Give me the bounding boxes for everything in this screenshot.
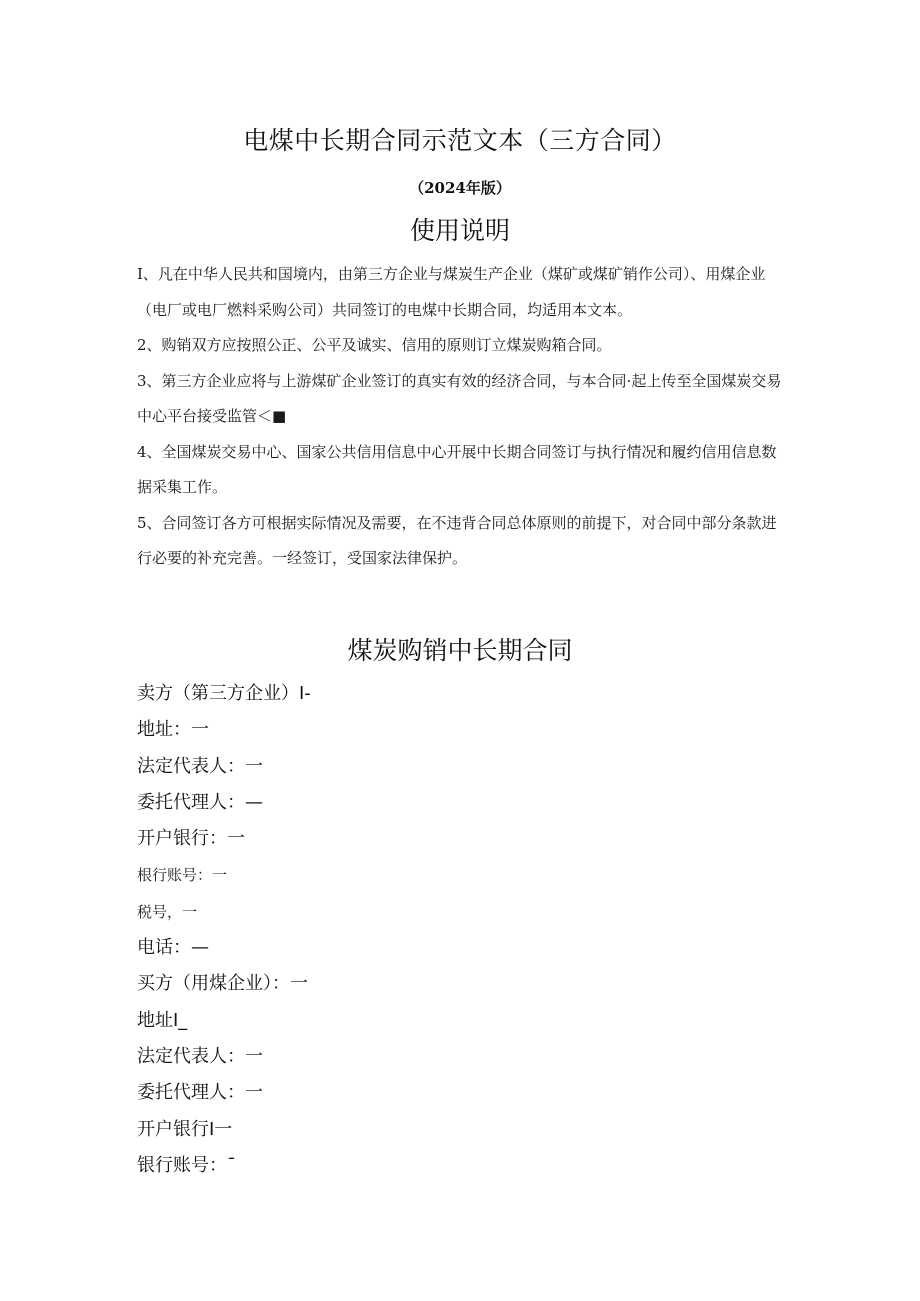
usage-note-3: 3、第三方企业应将与上游煤矿企业签订的真实有效的经济合同，与本合同·起上传至全国煤炭交易中心平台接受监管＜■	[137, 371, 782, 425]
seller-legal-rep-field: 法定代表人：一	[137, 755, 263, 777]
seller-tax-id-field: 税号，一	[137, 902, 198, 921]
seller-bank-field: 开户银行：一	[137, 828, 245, 850]
buyer-account-field: 银行账号：¯	[137, 1154, 236, 1176]
document-title: 电煤中长期合同示范文本（三方合同）	[243, 126, 677, 155]
buyer-address-field: 地址I_	[137, 1009, 188, 1031]
usage-instructions-heading: 使用说明	[409, 216, 510, 245]
usage-note-4: 4、全国煤炭交易中心、国家公共信用信息中心开展中长期合同签订与执行情况和履约信用信息数据采集工作。	[137, 442, 777, 496]
seller-phone-field: 电话：—	[137, 937, 209, 959]
buyer-agent-field: 委托代理人：一	[137, 1082, 263, 1104]
seller-agent-field: 委托代理人：—	[137, 791, 263, 813]
usage-note-2: 2、购销双方应按照公正、公平及诚实、信用的原则订立煤炭购箱合同。	[137, 336, 612, 354]
party-fields	[137, 676, 737, 1184]
contract-heading: 煤炭购销中长期合同	[347, 636, 573, 665]
usage-note-5: 5、合同签订各方可根据实际情况及需要，在不违背合同总体原则的前提下，对合同中部分条款进行必要的补充完善。一经签订，受国家法律保护。	[137, 513, 777, 567]
buyer-legal-rep-field: 法定代表人：一	[137, 1045, 263, 1067]
usage-notes	[137, 257, 787, 577]
usage-note-1: I、凡在中华人民共和国境内，由第三方企业与煤炭生产企业（煤矿或煤矿销作公司）、用煤企业（电厂或电厂燃料采购公司）共同签订的电煤中长期合同，均适用本文本。	[137, 265, 766, 319]
seller-address-field: 地址：一	[137, 719, 209, 741]
buyer-name-field: 买方（用煤企业）：一	[137, 973, 308, 995]
buyer-bank-field: 开户银行I一	[137, 1118, 233, 1140]
seller-name-field: 卖方（第三方企业）I-	[137, 683, 311, 704]
seller-account-field: 根行账号：一	[137, 866, 228, 885]
edition-label: （2024年版）	[409, 179, 511, 197]
